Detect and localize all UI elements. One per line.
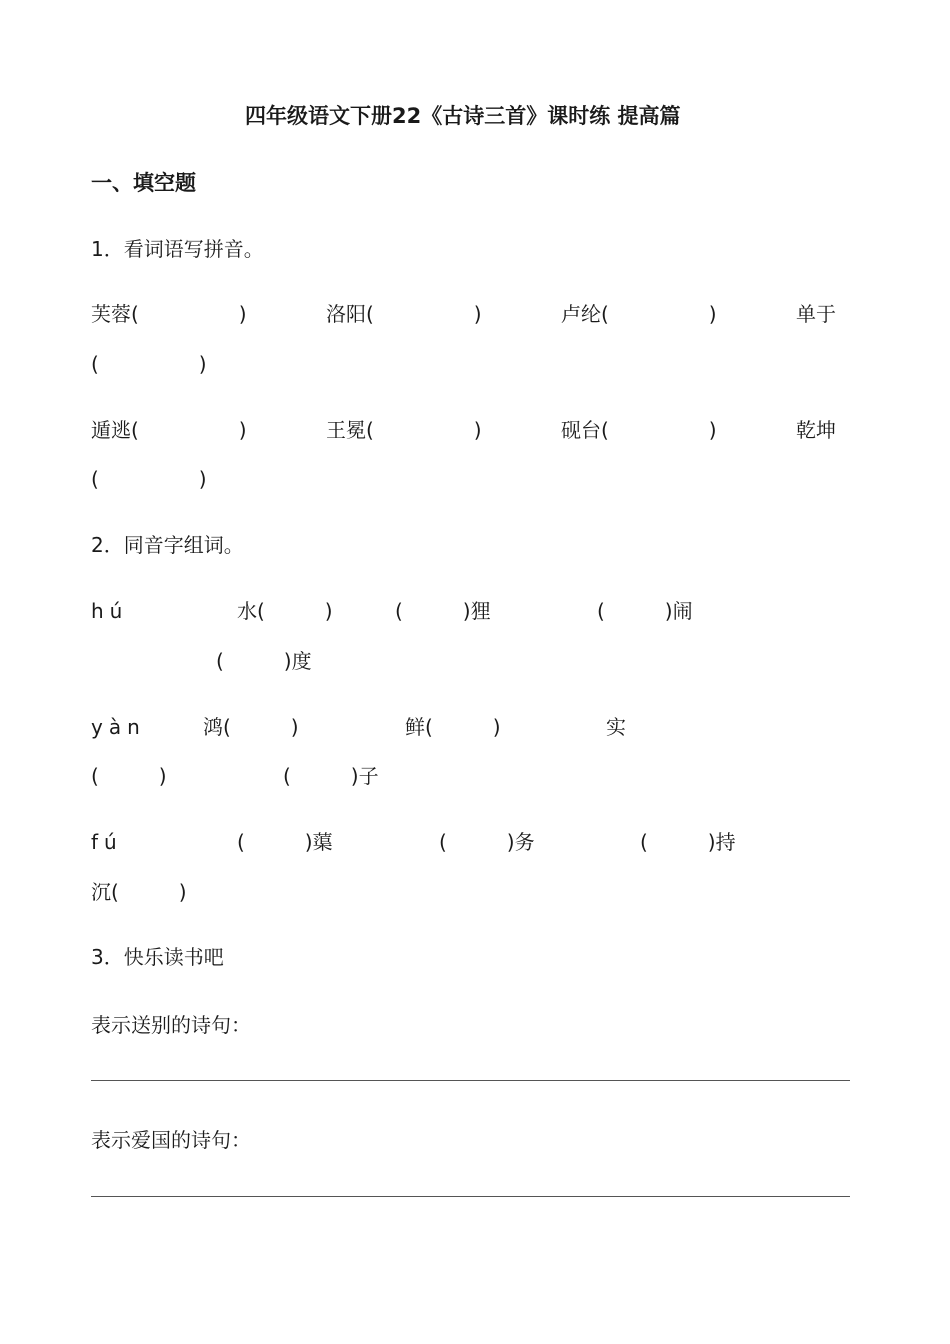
q1-word-blank[interactable]: 洛阳( ): [326, 302, 482, 326]
q2-blank[interactable]: ( )度: [216, 649, 312, 673]
pinyin-label: yàn: [91, 715, 146, 739]
q1-word-blank[interactable]: 芙蓉( ): [91, 302, 247, 326]
q1-word-blank[interactable]: ( ): [91, 352, 207, 376]
q1-word: 单于: [796, 302, 836, 326]
q2-blank[interactable]: 鲜( ): [405, 715, 501, 739]
q2-blank[interactable]: ( )闹: [597, 599, 693, 623]
q2-blank[interactable]: 水( ): [237, 599, 333, 623]
pinyin-label: fú: [91, 830, 123, 854]
q2-blank[interactable]: ( )务: [439, 830, 535, 854]
answer-line-patriotic[interactable]: [91, 1196, 850, 1197]
q1-word-blank[interactable]: 王冕( ): [326, 418, 482, 442]
page-title: 四年级语文下册22《古诗三首》课时练 提高篇: [245, 104, 681, 128]
q2-word: 实: [606, 715, 626, 739]
q2-blank[interactable]: ( )持: [640, 830, 736, 854]
q1-word-blank[interactable]: 砚台( ): [561, 418, 717, 442]
q1-prompt: 1．看词语写拼音。: [91, 237, 264, 261]
q3-farewell-label: 表示送别的诗句：: [91, 1013, 251, 1037]
q2-blank[interactable]: ( )狸: [395, 599, 491, 623]
q2-blank[interactable]: ( )子: [283, 764, 379, 788]
pinyin-label: hú: [91, 599, 129, 623]
q1-word-blank[interactable]: 卢纶( ): [561, 302, 717, 326]
q2-blank[interactable]: ( )蕖: [237, 830, 333, 854]
q2-blank[interactable]: 鸿( ): [203, 715, 299, 739]
q2-blank[interactable]: ( ): [91, 764, 167, 788]
section-heading-fill-blank: 一、填空题: [91, 171, 196, 195]
q1-word-blank[interactable]: 遁逃( ): [91, 418, 247, 442]
q1-word-blank[interactable]: ( ): [91, 467, 207, 491]
q3-prompt: 3．快乐读书吧: [91, 945, 224, 969]
q3-patriotic-label: 表示爱国的诗句：: [91, 1128, 251, 1152]
q1-word: 乾坤: [796, 418, 836, 442]
answer-line-farewell[interactable]: [91, 1080, 850, 1081]
q2-blank[interactable]: 沉( ): [91, 880, 187, 904]
q2-prompt: 2．同音字组词。: [91, 533, 244, 557]
